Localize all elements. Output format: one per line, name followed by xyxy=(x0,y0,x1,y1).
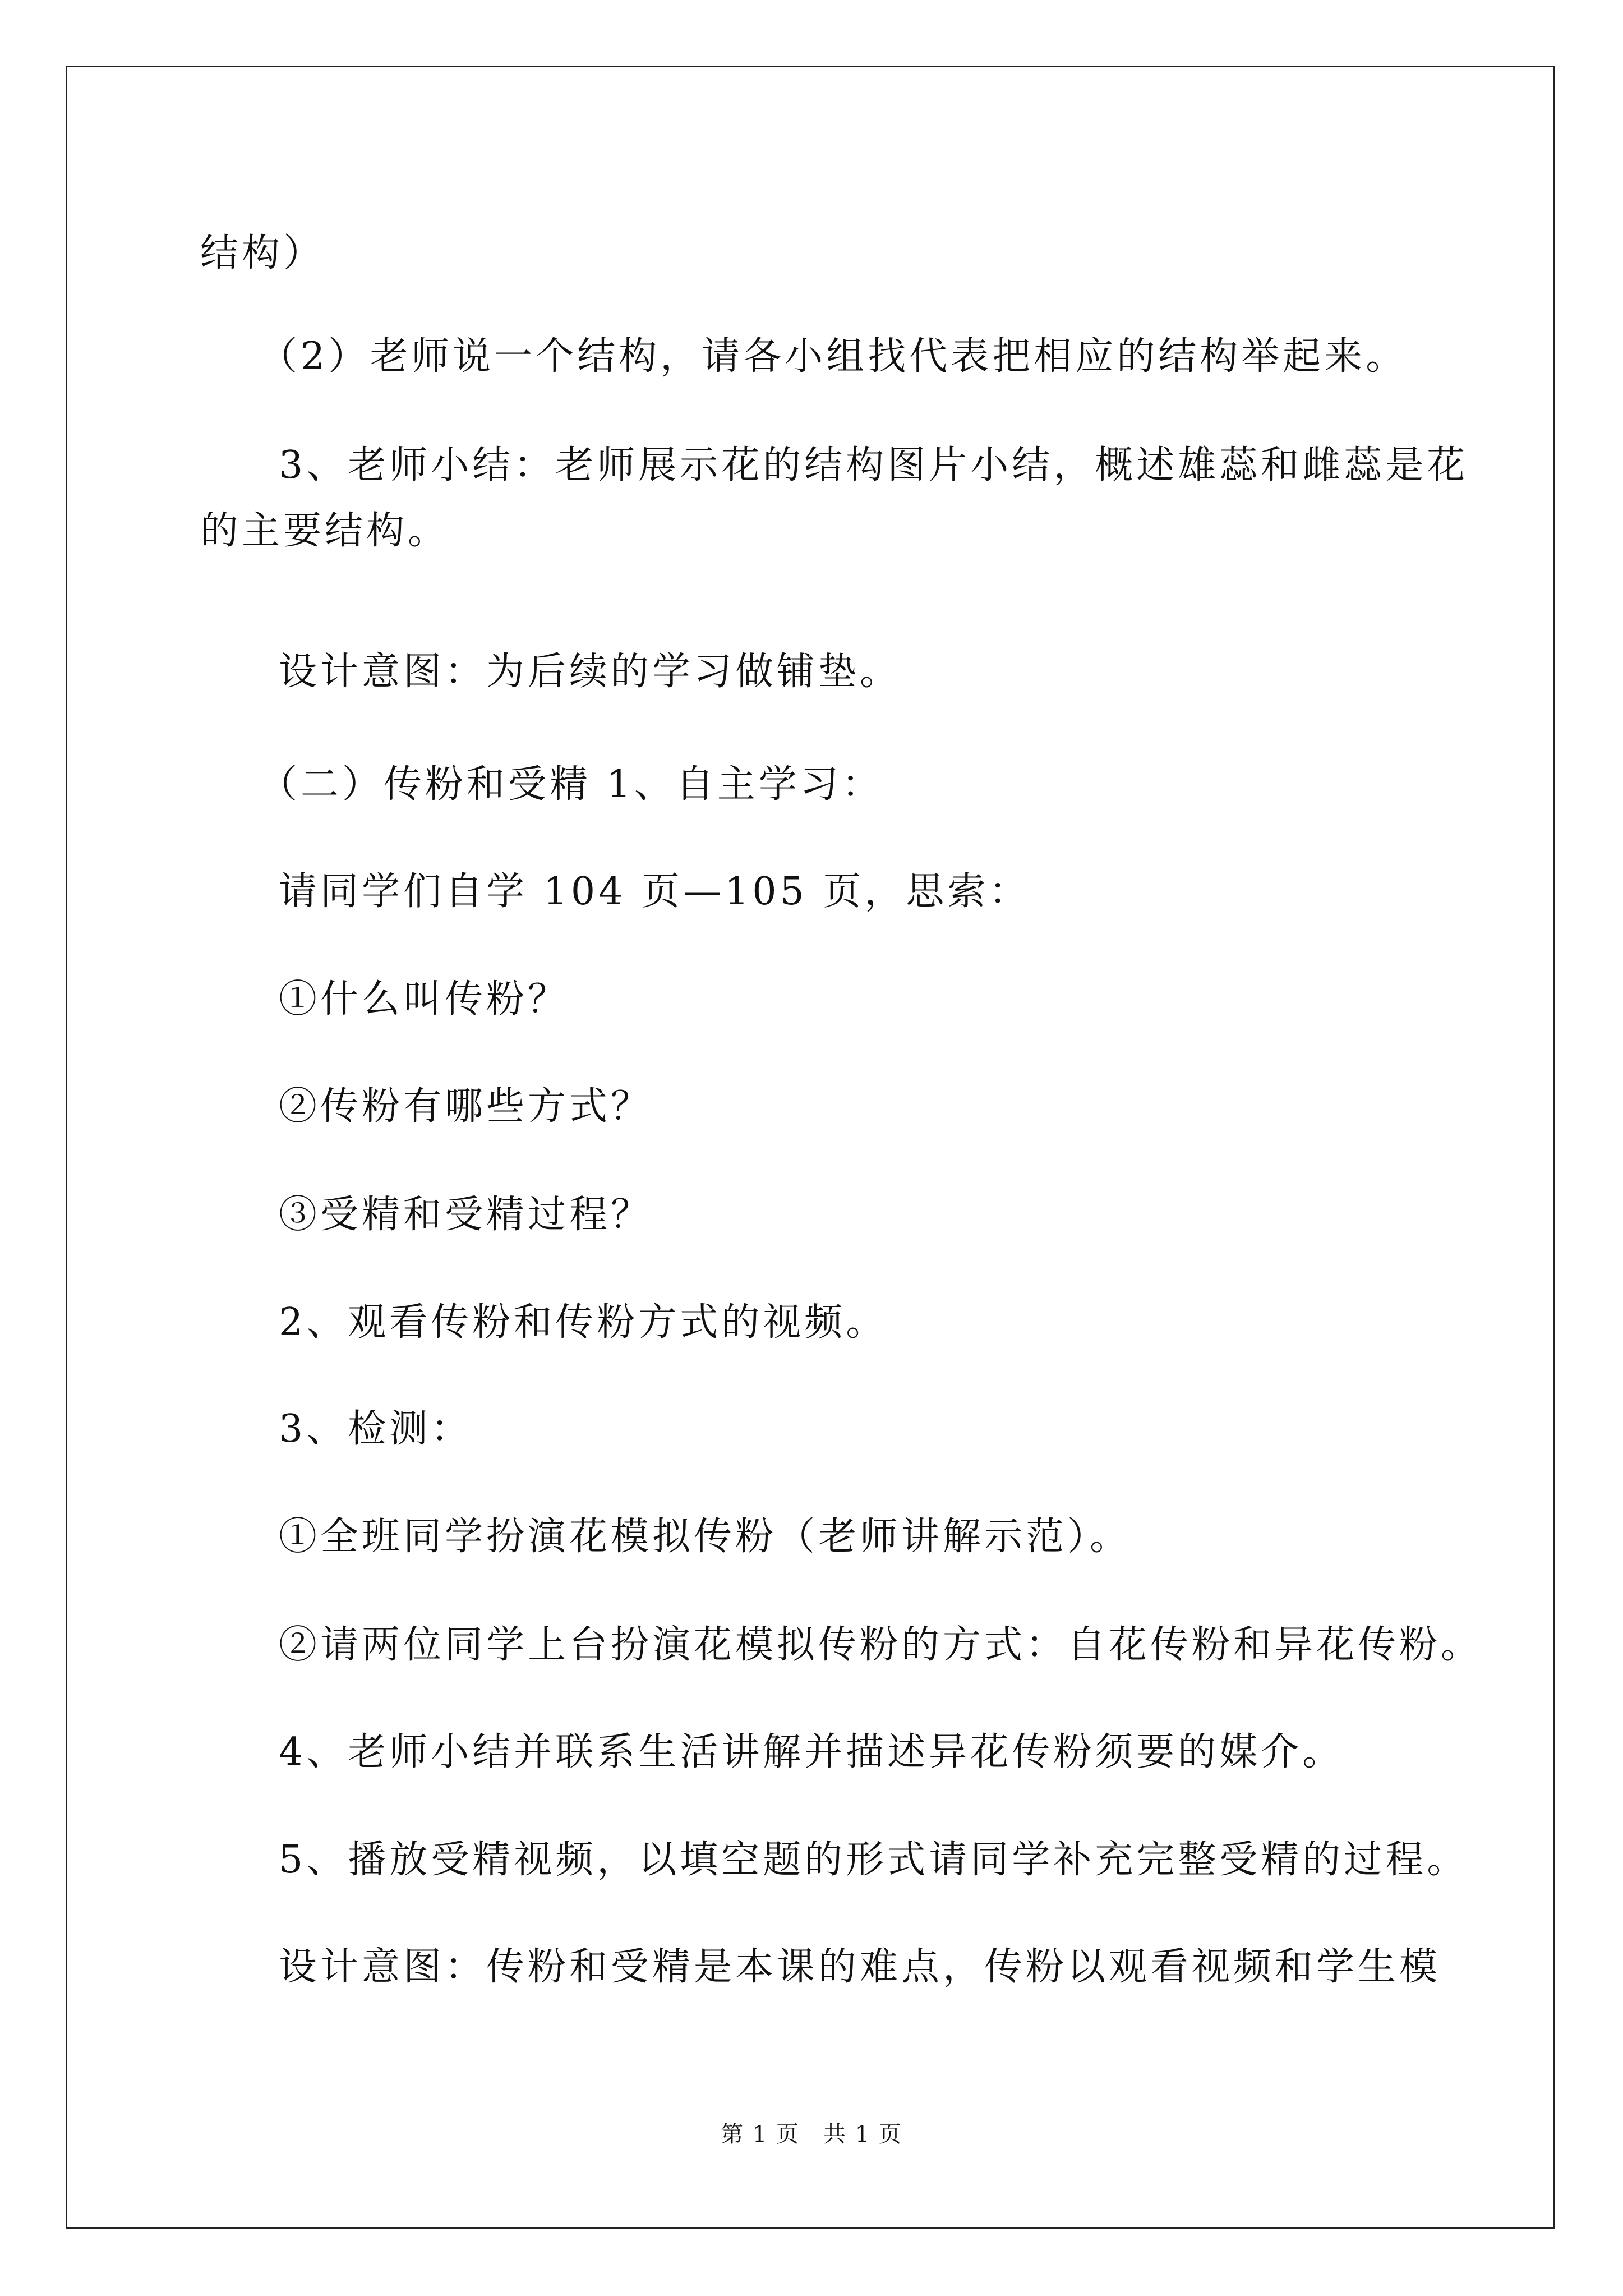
text-line: 3、检测： xyxy=(279,1407,473,1451)
text-line: 3、老师小结：老师展示花的结构图片小结，概述雄蕊和雌蕊是花 xyxy=(279,443,1469,487)
text-line: 4、老师小结并联系生活讲解并描述异花传粉须要的媒介。 xyxy=(279,1730,1344,1774)
text-line: ③受精和受精过程？ xyxy=(279,1193,653,1237)
text-line: 请同学们自学 104 页—105 页，思索： xyxy=(279,869,1031,914)
text-line: ①全班同学扮演花模拟传粉（老师讲解示范）。 xyxy=(279,1515,1132,1559)
text-line: 设计意图：为后续的学习做铺垫。 xyxy=(279,650,902,694)
text-line: （2）老师说一个结构，请各小组找代表把相应的结构举起来。 xyxy=(259,334,1408,379)
text-line: 的主要结构。 xyxy=(200,509,450,553)
text-line: 设计意图：传粉和受精是本课的难点，传粉以观看视频和学生模 xyxy=(279,1945,1441,1989)
text-line: 2、观看传粉和传粉方式的视频。 xyxy=(279,1300,888,1345)
text-line: ①什么叫传粉？ xyxy=(279,977,570,1022)
text-line: 结构） xyxy=(200,231,325,275)
page-number: 第 1 页 共 1 页 xyxy=(721,2122,902,2147)
text-line: ②请两位同学上台扮演花模拟传粉的方式：自花传粉和异花传粉。 xyxy=(279,1623,1483,1667)
text-line: （二）传粉和受精 1、自主学习： xyxy=(259,762,883,807)
text-line: 5、播放受精视频，以填空题的形式请同学补充完整受精的过程。 xyxy=(279,1838,1469,1882)
page-border xyxy=(66,66,1555,2229)
text-line: ②传粉有哪些方式？ xyxy=(279,1084,653,1129)
